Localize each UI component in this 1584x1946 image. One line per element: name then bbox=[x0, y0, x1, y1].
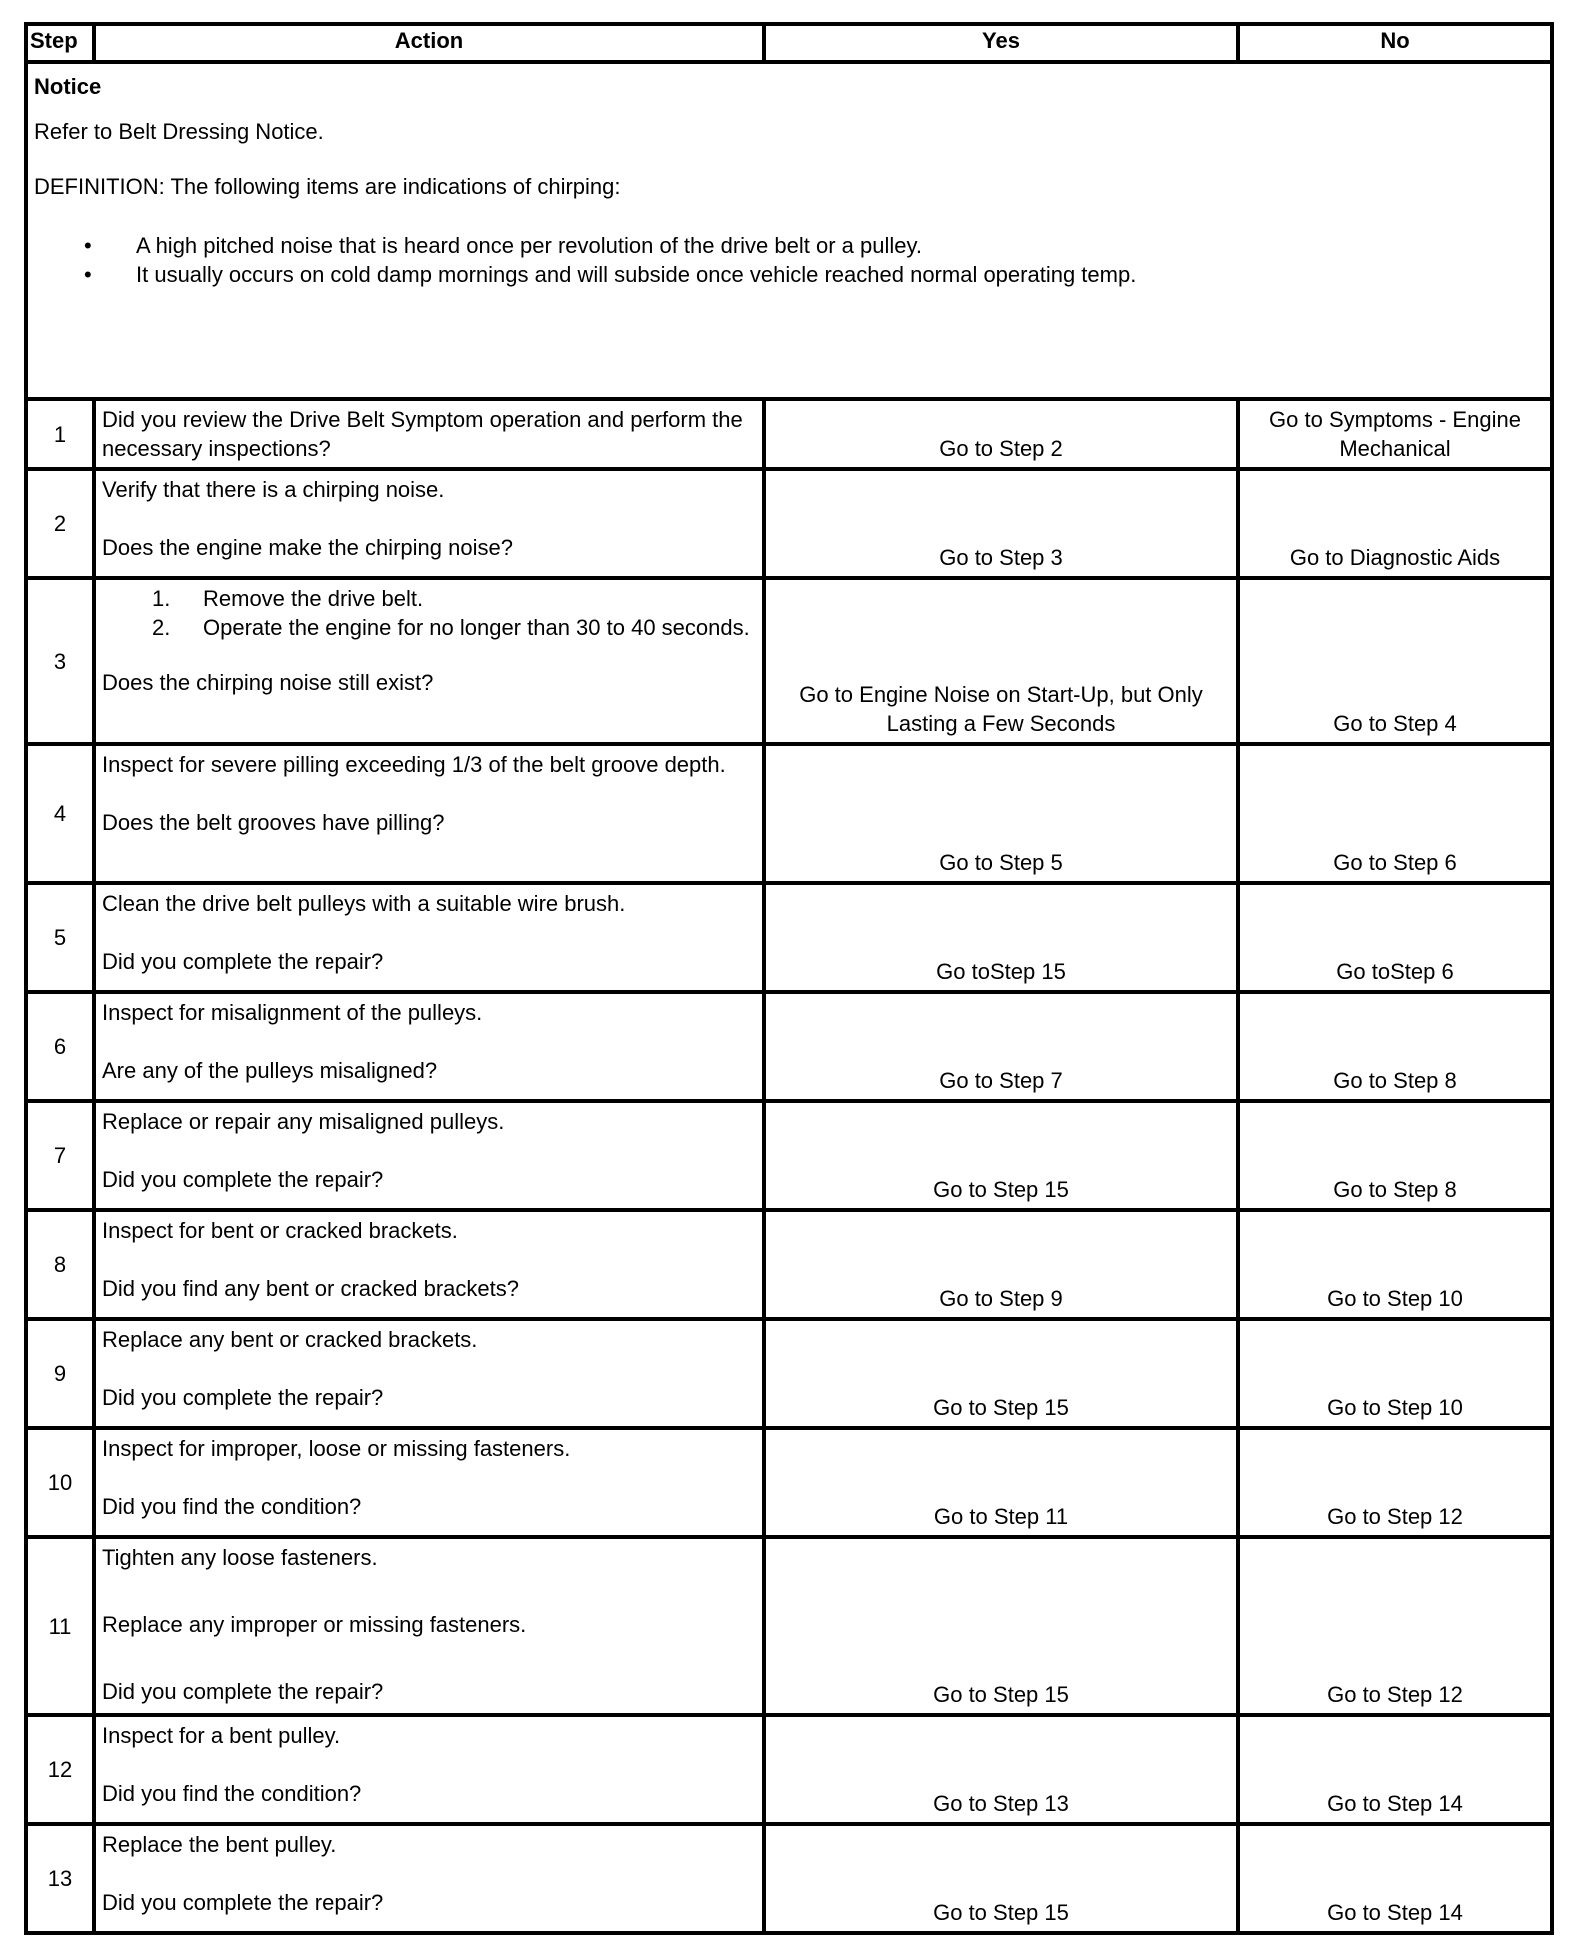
yes-header: Yes bbox=[764, 24, 1238, 62]
action-text: Replace the bent pulley. bbox=[102, 1832, 337, 1857]
notice-reference: Refer to Belt Dressing Notice. bbox=[34, 119, 324, 144]
action-text: Tighten any loose fasteners. bbox=[102, 1545, 378, 1570]
step-number: 4 bbox=[26, 744, 94, 883]
step-action bbox=[94, 1101, 764, 1210]
no-outcome: Go toStep 6 bbox=[1238, 883, 1552, 992]
yes-outcome: Go to Step 15 bbox=[764, 1319, 1238, 1428]
step-header: Step bbox=[26, 24, 94, 62]
no-outcome: Go to Step 10 bbox=[1238, 1319, 1552, 1428]
notice-row bbox=[26, 62, 1552, 399]
diagnostic-table bbox=[24, 22, 1554, 1935]
no-outcome: Go to Step 14 bbox=[1238, 1715, 1552, 1824]
action-question: Did you find any bent or cracked brackets? bbox=[102, 1276, 520, 1301]
action-question: Does the belt grooves have pilling? bbox=[102, 810, 445, 835]
notice-bullet: • A high pitched noise that is heard once per revolution of the drive belt or a pulley. bbox=[34, 231, 1544, 260]
step-number: 11 bbox=[26, 1537, 94, 1715]
action-question: Did you find the condition? bbox=[102, 1494, 362, 1519]
no-header: No bbox=[1238, 24, 1552, 62]
action-text: Replace or repair any misaligned pulleys. bbox=[102, 1109, 505, 1134]
yes-outcome: Go to Step 7 bbox=[764, 992, 1238, 1101]
action-text-2: Replace any improper or missing fasteners. bbox=[102, 1612, 527, 1637]
step-action bbox=[94, 1319, 764, 1428]
no-outcome: Go to Symptoms - Engine Mechanical bbox=[1238, 399, 1552, 469]
yes-outcome: Go to Step 15 bbox=[764, 1824, 1238, 1933]
action-question: Does the engine make the chirping noise? bbox=[102, 535, 513, 560]
step-number: 8 bbox=[26, 1210, 94, 1319]
substep-list bbox=[102, 584, 756, 642]
step-number: 1 bbox=[26, 399, 94, 469]
step-number: 12 bbox=[26, 1715, 94, 1824]
diagnostic-document bbox=[24, 22, 1550, 1935]
step-number: 3 bbox=[26, 578, 94, 744]
action-text: Inspect for bent or cracked brackets. bbox=[102, 1218, 458, 1243]
action-text: Inspect for improper, loose or missing fasteners. bbox=[102, 1436, 571, 1461]
yes-outcome: Go to Step 15 bbox=[764, 1101, 1238, 1210]
step-action bbox=[94, 992, 764, 1101]
step-action bbox=[94, 1824, 764, 1933]
yes-outcome: Go to Step 9 bbox=[764, 1210, 1238, 1319]
step-row-11 bbox=[26, 1537, 1552, 1715]
step-action bbox=[94, 1715, 764, 1824]
substep-item: 2. Operate the engine for no longer than 30 to 40 seconds. bbox=[152, 615, 750, 640]
notice-cell bbox=[26, 62, 1552, 399]
notice-bullet-list bbox=[34, 231, 1544, 289]
action-text: Clean the drive belt pulleys with a suitable wire brush. bbox=[102, 891, 626, 916]
yes-outcome: Go to Step 13 bbox=[764, 1715, 1238, 1824]
step-row-2 bbox=[26, 469, 1552, 578]
action-question: Are any of the pulleys misaligned? bbox=[102, 1058, 438, 1083]
step-action bbox=[94, 578, 764, 744]
no-outcome: Go to Step 8 bbox=[1238, 1101, 1552, 1210]
step-row-12 bbox=[26, 1715, 1552, 1824]
action-text: Did you review the Drive Belt Symptom operation and perform the necessary inspections? bbox=[102, 407, 743, 461]
no-outcome: Go to Step 14 bbox=[1238, 1824, 1552, 1933]
substep-item: 1. Remove the drive belt. bbox=[152, 586, 424, 611]
step-number: 6 bbox=[26, 992, 94, 1101]
no-outcome: Go to Step 8 bbox=[1238, 992, 1552, 1101]
notice-title: Notice bbox=[34, 74, 102, 99]
step-row-5 bbox=[26, 883, 1552, 992]
yes-outcome: Go to Step 15 bbox=[764, 1537, 1238, 1715]
action-question: Did you complete the repair? bbox=[102, 1890, 384, 1915]
action-text: Replace any bent or cracked brackets. bbox=[102, 1327, 478, 1352]
step-number: 5 bbox=[26, 883, 94, 992]
no-outcome: Go to Step 12 bbox=[1238, 1428, 1552, 1537]
step-row-8 bbox=[26, 1210, 1552, 1319]
yes-outcome: Go to Step 5 bbox=[764, 744, 1238, 883]
step-number: 13 bbox=[26, 1824, 94, 1933]
step-number: 7 bbox=[26, 1101, 94, 1210]
yes-outcome: Go toStep 15 bbox=[764, 883, 1238, 992]
step-action bbox=[94, 1537, 764, 1715]
action-text: Inspect for misalignment of the pulleys. bbox=[102, 1000, 483, 1025]
notice-definition: DEFINITION: The following items are indications of chirping: bbox=[34, 174, 621, 199]
step-number: 2 bbox=[26, 469, 94, 578]
step-row-10 bbox=[26, 1428, 1552, 1537]
step-action bbox=[94, 399, 764, 469]
header-row bbox=[26, 24, 1552, 62]
step-row-7 bbox=[26, 1101, 1552, 1210]
yes-outcome: Go to Step 2 bbox=[764, 399, 1238, 469]
step-action bbox=[94, 744, 764, 883]
no-outcome: Go to Diagnostic Aids bbox=[1238, 469, 1552, 578]
yes-outcome: Go to Step 11 bbox=[764, 1428, 1238, 1537]
step-action bbox=[94, 883, 764, 992]
no-outcome: Go to Step 4 bbox=[1238, 578, 1552, 744]
action-header: Action bbox=[94, 24, 764, 62]
action-question: Did you complete the repair? bbox=[102, 1385, 384, 1410]
step-action bbox=[94, 1210, 764, 1319]
step-number: 9 bbox=[26, 1319, 94, 1428]
no-outcome: Go to Step 12 bbox=[1238, 1537, 1552, 1715]
action-question: Did you complete the repair? bbox=[102, 1167, 384, 1192]
action-text: Inspect for severe pilling exceeding 1/3 of the belt groove depth. bbox=[102, 752, 726, 777]
action-text: Verify that there is a chirping noise. bbox=[102, 477, 445, 502]
step-row-3 bbox=[26, 578, 1552, 744]
no-outcome: Go to Step 10 bbox=[1238, 1210, 1552, 1319]
step-action bbox=[94, 1428, 764, 1537]
notice-bullet: • It usually occurs on cold damp mornings and will subside once vehicle reached normal operating temp. bbox=[34, 260, 1544, 289]
no-outcome: Go to Step 6 bbox=[1238, 744, 1552, 883]
yes-outcome: Go to Step 3 bbox=[764, 469, 1238, 578]
step-row-4 bbox=[26, 744, 1552, 883]
action-question: Did you complete the repair? bbox=[102, 1679, 384, 1704]
step-number: 10 bbox=[26, 1428, 94, 1537]
action-question: Does the chirping noise still exist? bbox=[102, 670, 434, 695]
step-row-1 bbox=[26, 399, 1552, 469]
step-row-6 bbox=[26, 992, 1552, 1101]
step-action bbox=[94, 469, 764, 578]
step-row-13 bbox=[26, 1824, 1552, 1933]
action-question: Did you find the condition? bbox=[102, 1781, 362, 1806]
action-text: Inspect for a bent pulley. bbox=[102, 1723, 341, 1748]
action-question: Did you complete the repair? bbox=[102, 949, 384, 974]
step-row-9 bbox=[26, 1319, 1552, 1428]
yes-outcome: Go to Engine Noise on Start-Up, but Only Lasting a Few Seconds bbox=[764, 578, 1238, 744]
